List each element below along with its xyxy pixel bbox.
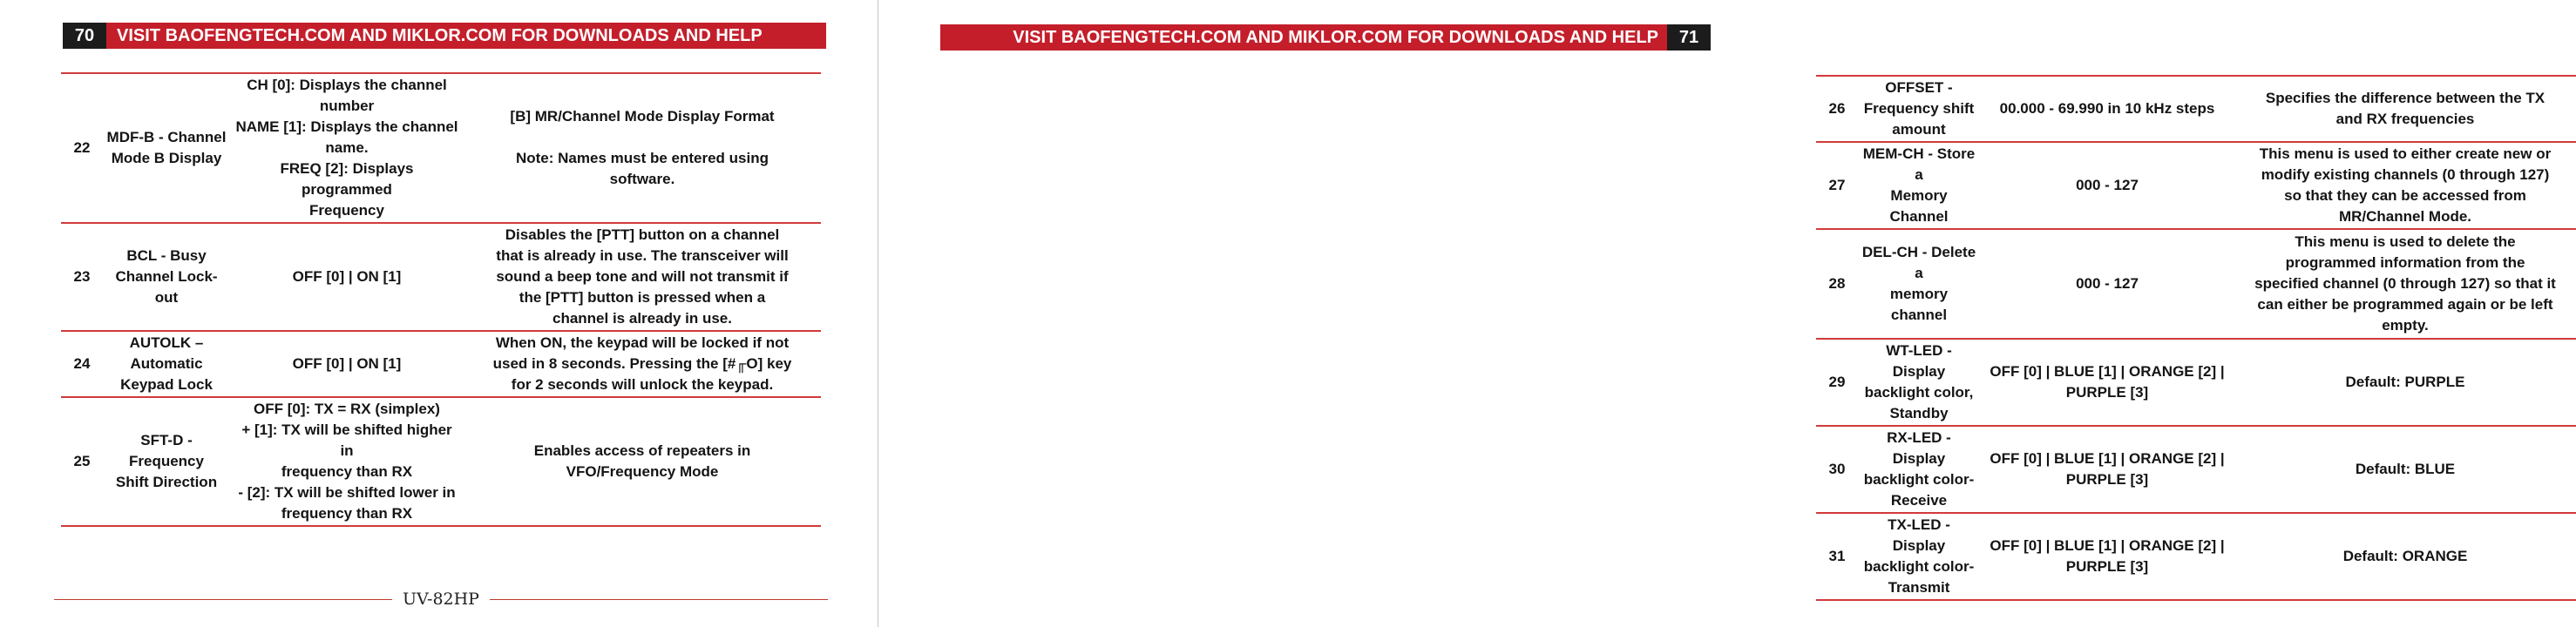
menu-number: 22 [61, 73, 103, 223]
menu-number: 26 [1816, 76, 1858, 142]
menu-row [61, 73, 821, 223]
menu-number: 25 [61, 397, 103, 526]
menu-name [1858, 513, 1980, 600]
menu-values-line: 000 - 127 [2076, 275, 2139, 292]
menu-name [1858, 142, 1980, 229]
menu-number: 27 [1816, 142, 1858, 229]
right-header-bar [940, 24, 1711, 51]
menu-row [1816, 513, 2576, 600]
menu-description-line [467, 127, 817, 148]
right-menu-table [1816, 75, 2576, 601]
menu-name [103, 73, 230, 223]
menu-description [464, 223, 821, 331]
menu-description [2234, 142, 2576, 229]
menu-values-line: frequency than RX [281, 505, 413, 522]
left-menu-table [61, 72, 821, 527]
menu-description [2234, 513, 2576, 600]
left-header-text: VISIT BAOFENGTECH.COM AND MIKLOR.COM FOR DOWNLOADS AND HELP [117, 25, 763, 45]
menu-description-line: software. [609, 171, 675, 187]
menu-values [1980, 76, 2234, 142]
menu-values-line: - [2]: TX will be shifted lower in [238, 484, 456, 501]
menu-name [1858, 229, 1980, 339]
menu-description [464, 73, 821, 223]
menu-name-line: Mode B Display [111, 150, 222, 166]
menu-values-line: OFF [0] | BLUE [1] | ORANGE [2] | [1990, 363, 2225, 380]
menu-name-line: Transmit [1888, 579, 1950, 596]
menu-description-line: so that they can be accessed from [2284, 187, 2526, 204]
menu-row [61, 223, 821, 331]
menu-description-line: and RX frequencies [2335, 111, 2475, 127]
menu-name-line: amount [1892, 121, 1946, 138]
menu-values-line: number [319, 98, 375, 114]
menu-name [103, 397, 230, 526]
menu-description-line: programmed information from the [2285, 254, 2525, 271]
menu-name [1858, 426, 1980, 513]
right-page-number: 71 [1667, 24, 1711, 51]
menu-name-line: OFFSET - [1885, 79, 1953, 96]
left-page-number: 70 [63, 23, 106, 49]
menu-values [1980, 142, 2234, 229]
menu-values-line: PURPLE [3] [2065, 384, 2149, 401]
menu-values-line: FREQ [2]: Displays programmed [280, 160, 414, 198]
menu-description-line: Note: Names must be entered using [515, 150, 769, 166]
menu-name [103, 331, 230, 397]
menu-name-line: Memory Channel [1889, 187, 1949, 225]
menu-values-line: OFF [0]: TX = RX (simplex) [254, 401, 440, 417]
menu-values-line: frequency than RX [281, 463, 413, 480]
menu-values-line: OFF [0] | ON [1] [292, 355, 402, 372]
menu-values [230, 397, 464, 526]
menu-values [230, 223, 464, 331]
menu-description-line: sound a beep tone and will not transmit if [496, 268, 789, 285]
footer [54, 589, 828, 610]
menu-name-line: RX-LED - Display [1887, 429, 1951, 467]
menu-number: 24 [61, 331, 103, 397]
menu-description-line: that is already in use. The transceiver will [496, 247, 789, 264]
menu-name-line: AUTOLK – [129, 334, 204, 351]
menu-values [1980, 339, 2234, 426]
menu-name-line: backlight color, [1864, 384, 1974, 401]
menu-name [1858, 76, 1980, 142]
menu-row [1816, 76, 2576, 142]
menu-description [2234, 339, 2576, 426]
right-page [879, 0, 2556, 627]
menu-values-line: name. [325, 139, 369, 156]
menu-number: 31 [1816, 513, 1858, 600]
menu-description-line: MR/Channel Mode. [2338, 208, 2472, 225]
menu-description [2234, 76, 2576, 142]
menu-name-line: Shift Direction [115, 474, 218, 490]
menu-name [103, 223, 230, 331]
menu-name-line: backlight color- [1863, 471, 1975, 488]
menu-row [1816, 426, 2576, 513]
menu-row [1816, 339, 2576, 426]
menu-name-line: MEM-CH - Store a [1862, 145, 1976, 183]
menu-name-line: DEL-CH - Delete a [1861, 244, 1976, 281]
menu-description [464, 397, 821, 526]
menu-values [230, 331, 464, 397]
menu-description-line: Disables the [PTT] button on a channel [505, 226, 780, 243]
menu-description-line: the [PTT] button is pressed when a [519, 289, 766, 306]
menu-description-line: used in 8 seconds. Pressing the [#╓O] key [492, 355, 792, 372]
menu-values-line: Frequency [309, 202, 384, 219]
menu-name-line: MDF-B - Channel [106, 129, 227, 145]
menu-row [1816, 142, 2576, 229]
menu-description [2234, 426, 2576, 513]
menu-description [464, 331, 821, 397]
menu-values-line: 00.000 - 69.990 in 10 kHz steps [1999, 100, 2215, 117]
menu-description-line: [B] MR/Channel Mode Display Format [510, 108, 775, 125]
footer-rule-right [490, 599, 828, 600]
right-header-text: VISIT BAOFENGTECH.COM AND MIKLOR.COM FOR DOWNLOADS AND HELP [1013, 27, 1658, 47]
menu-number: 23 [61, 223, 103, 331]
menu-values [1980, 513, 2234, 600]
menu-values-line: PURPLE [3] [2065, 558, 2149, 575]
menu-description-line: This menu is used to either create new or [2259, 145, 2552, 162]
footer-rule-left [54, 599, 392, 600]
menu-name-line: memory channel [1889, 286, 1949, 323]
menu-description-line: for 2 seconds will unlock the keypad. [511, 376, 774, 393]
menu-description-line: Default: PURPLE [2345, 374, 2465, 390]
menu-description-line: Specifies the difference between the TX [2265, 90, 2545, 106]
menu-description-line: When ON, the keypad will be locked if not [495, 334, 790, 351]
menu-description-line: channel is already in use. [552, 310, 732, 327]
menu-values-line: OFF [0] | ON [1] [292, 268, 402, 285]
menu-name-line: Standby [1889, 405, 1949, 421]
menu-name-line: Automatic [130, 355, 203, 372]
footer-model-text: UV-82HP [403, 590, 479, 609]
menu-name-line: WT-LED - Display [1886, 342, 1952, 380]
menu-description-line: VFO/Frequency Mode [566, 463, 719, 480]
menu-description-line: Enables access of repeaters in [533, 442, 751, 459]
menu-number: 30 [1816, 426, 1858, 513]
menu-values-line: 000 - 127 [2076, 177, 2139, 193]
menu-number: 29 [1816, 339, 1858, 426]
menu-description-line: can either be programmed again or be left [2257, 296, 2553, 313]
menu-row [61, 397, 821, 526]
menu-values-line: NAME [1]: Displays the channel [235, 118, 458, 135]
menu-row [1816, 229, 2576, 339]
menu-name-line: backlight color- [1863, 558, 1975, 575]
menu-name-line: TX-LED - Display [1888, 516, 1950, 554]
menu-description-line: This menu is used to delete the [2295, 233, 2516, 250]
menu-description-line: Default: BLUE [2355, 461, 2456, 477]
menu-values [1980, 426, 2234, 513]
menu-description-line: specified channel (0 through 127) so that it [2254, 275, 2556, 292]
menu-name-line: Keypad Lock [120, 376, 213, 393]
menu-values-line: OFF [0] | BLUE [1] | ORANGE [2] | [1990, 537, 2225, 554]
menu-name [1858, 339, 1980, 426]
left-header-bar [63, 23, 826, 49]
menu-values-line: PURPLE [3] [2065, 471, 2149, 488]
menu-values-line: OFF [0] | BLUE [1] | ORANGE [2] | [1990, 450, 2225, 467]
menu-values [230, 73, 464, 223]
menu-description-line: Default: ORANGE [2342, 548, 2468, 564]
menu-name-line: Frequency shift [1863, 100, 1975, 117]
left-page [0, 0, 878, 627]
menu-name-line: Receive [1890, 492, 1948, 509]
menu-name-line: SFT-D - Frequency [129, 432, 204, 469]
menu-description-line: modify existing channels (0 through 127) [2261, 166, 2550, 183]
menu-description [2234, 229, 2576, 339]
menu-name-line: Channel Lock-out [115, 268, 218, 306]
menu-number: 28 [1816, 229, 1858, 339]
menu-row [61, 331, 821, 397]
menu-values [1980, 229, 2234, 339]
menu-values-line: + [1]: TX will be shifted higher in [241, 421, 452, 459]
menu-values-line: CH [0]: Displays the channel [247, 77, 447, 93]
menu-name-line: BCL - Busy [126, 247, 207, 264]
menu-description-line: empty. [2382, 317, 2429, 334]
